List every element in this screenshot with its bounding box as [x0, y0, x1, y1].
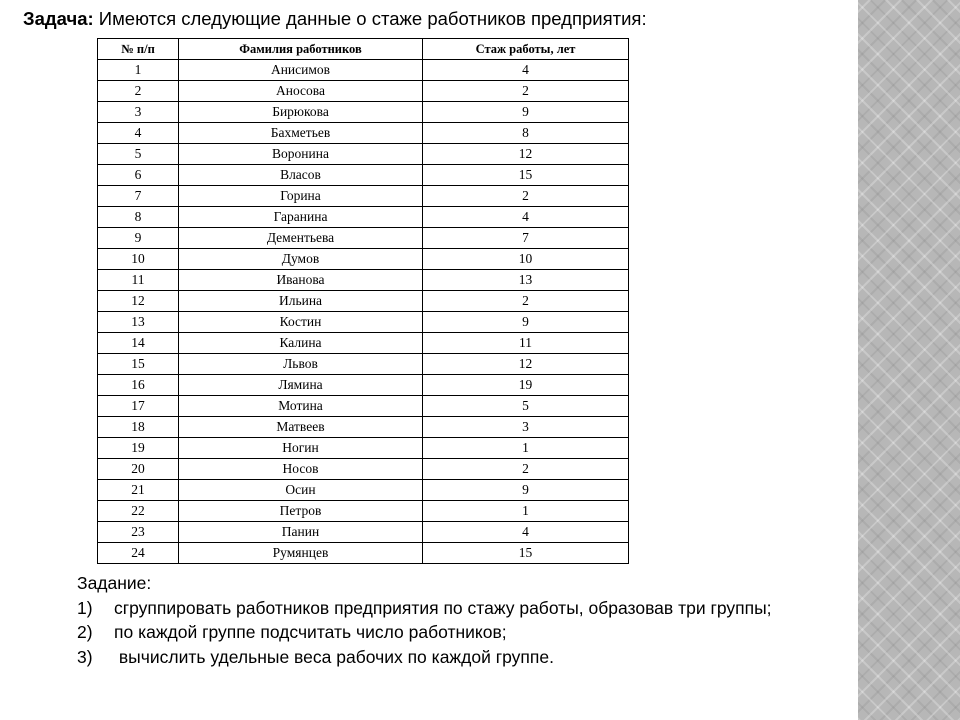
assignment-title: Задание: — [77, 573, 152, 593]
cell-number: 13 — [98, 312, 179, 333]
cell-experience: 2 — [423, 291, 629, 312]
table-row — [98, 60, 629, 81]
cell-surname: Осин — [179, 480, 423, 501]
cell-surname: Бахметьев — [179, 123, 423, 144]
cell-experience: 15 — [423, 543, 629, 564]
table-row — [98, 228, 629, 249]
table-row — [98, 207, 629, 228]
table-row — [98, 123, 629, 144]
cell-experience: 19 — [423, 375, 629, 396]
cell-experience: 4 — [423, 60, 629, 81]
cell-experience: 4 — [423, 207, 629, 228]
table-row — [98, 522, 629, 543]
cell-surname: Костин — [179, 312, 423, 333]
cell-experience: 13 — [423, 270, 629, 291]
cell-experience: 9 — [423, 312, 629, 333]
cell-number: 7 — [98, 186, 179, 207]
cell-number: 8 — [98, 207, 179, 228]
cell-experience: 2 — [423, 81, 629, 102]
table-row — [98, 417, 629, 438]
cell-experience: 4 — [423, 522, 629, 543]
table-row — [98, 291, 629, 312]
table-row — [98, 480, 629, 501]
cell-number: 19 — [98, 438, 179, 459]
cell-experience: 3 — [423, 417, 629, 438]
assignment-item-number: 1) — [77, 597, 93, 618]
cell-number: 2 — [98, 81, 179, 102]
cell-experience: 9 — [423, 102, 629, 123]
employee-table — [97, 38, 629, 564]
cell-experience: 10 — [423, 249, 629, 270]
cell-surname: Иванова — [179, 270, 423, 291]
cell-number: 17 — [98, 396, 179, 417]
cell-surname: Матвеев — [179, 417, 423, 438]
table-row — [98, 333, 629, 354]
cell-experience: 15 — [423, 165, 629, 186]
cell-surname: Калина — [179, 333, 423, 354]
cell-number: 22 — [98, 501, 179, 522]
cell-surname: Ильина — [179, 291, 423, 312]
cell-experience: 1 — [423, 501, 629, 522]
cell-surname: Львов — [179, 354, 423, 375]
table-row — [98, 249, 629, 270]
cell-number: 15 — [98, 354, 179, 375]
cell-number: 23 — [98, 522, 179, 543]
cell-number: 16 — [98, 375, 179, 396]
cell-experience: 1 — [423, 438, 629, 459]
table-header-row — [98, 39, 629, 60]
task-label: Задача: — [23, 8, 94, 29]
cell-surname: Думов — [179, 249, 423, 270]
cell-surname: Лямина — [179, 375, 423, 396]
header-surname: Фамилия работников — [179, 39, 423, 60]
table-row — [98, 438, 629, 459]
assignment-item — [77, 620, 837, 645]
cell-surname: Носов — [179, 459, 423, 480]
cell-number: 6 — [98, 165, 179, 186]
table-row — [98, 459, 629, 480]
cell-number: 21 — [98, 480, 179, 501]
task-text: Имеются следующие данные о стаже работников предприятия: — [93, 8, 647, 29]
cell-surname: Петров — [179, 501, 423, 522]
table-row — [98, 102, 629, 123]
cell-number: 20 — [98, 459, 179, 480]
cell-surname: Дементьева — [179, 228, 423, 249]
cell-experience: 7 — [423, 228, 629, 249]
cell-experience: 2 — [423, 459, 629, 480]
cell-experience: 5 — [423, 396, 629, 417]
table-row — [98, 186, 629, 207]
cell-number: 3 — [98, 102, 179, 123]
table-row — [98, 312, 629, 333]
cell-experience: 12 — [423, 144, 629, 165]
assignment-block — [77, 571, 837, 669]
cell-surname: Румянцев — [179, 543, 423, 564]
cell-number: 14 — [98, 333, 179, 354]
table-row — [98, 354, 629, 375]
decorative-pattern-panel — [858, 0, 960, 720]
cell-surname: Мотина — [179, 396, 423, 417]
cell-surname: Анисимов — [179, 60, 423, 81]
cell-experience: 12 — [423, 354, 629, 375]
cell-surname: Горина — [179, 186, 423, 207]
cell-experience: 8 — [423, 123, 629, 144]
table-row — [98, 501, 629, 522]
assignment-item-number: 3) — [77, 646, 93, 667]
cell-surname: Панин — [179, 522, 423, 543]
cell-surname: Воронина — [179, 144, 423, 165]
cell-number: 12 — [98, 291, 179, 312]
cell-number: 1 — [98, 60, 179, 81]
cell-experience: 2 — [423, 186, 629, 207]
assignment-item-text: по каждой группе подсчитать число работников; — [114, 622, 507, 642]
table-row — [98, 81, 629, 102]
table-body — [98, 60, 629, 564]
cell-number: 11 — [98, 270, 179, 291]
cell-number: 9 — [98, 228, 179, 249]
cell-experience: 11 — [423, 333, 629, 354]
task-heading — [23, 8, 647, 30]
table-row — [98, 396, 629, 417]
assignment-item — [77, 645, 837, 670]
cell-surname: Аносова — [179, 81, 423, 102]
assignment-item-text: сгруппировать работников предприятия по стажу работы, образовав три группы; — [114, 597, 772, 618]
assignment-item-number: 2) — [77, 622, 93, 642]
cell-experience: 9 — [423, 480, 629, 501]
assignment-list — [77, 596, 837, 670]
table-row — [98, 543, 629, 564]
cell-surname: Гаранина — [179, 207, 423, 228]
cell-surname: Власов — [179, 165, 423, 186]
table-row — [98, 270, 629, 291]
header-experience: Стаж работы, лет — [423, 39, 629, 60]
cell-number: 18 — [98, 417, 179, 438]
cell-number: 5 — [98, 144, 179, 165]
table-row — [98, 375, 629, 396]
assignment-item-text: вычислить удельные веса рабочих по каждой группе. — [114, 646, 554, 667]
cell-number: 4 — [98, 123, 179, 144]
table-row — [98, 144, 629, 165]
cell-number: 24 — [98, 543, 179, 564]
cell-surname: Ногин — [179, 438, 423, 459]
assignment-item — [77, 596, 837, 621]
cell-surname: Бирюкова — [179, 102, 423, 123]
table-row — [98, 165, 629, 186]
header-number: № п/п — [98, 39, 179, 60]
cell-number: 10 — [98, 249, 179, 270]
